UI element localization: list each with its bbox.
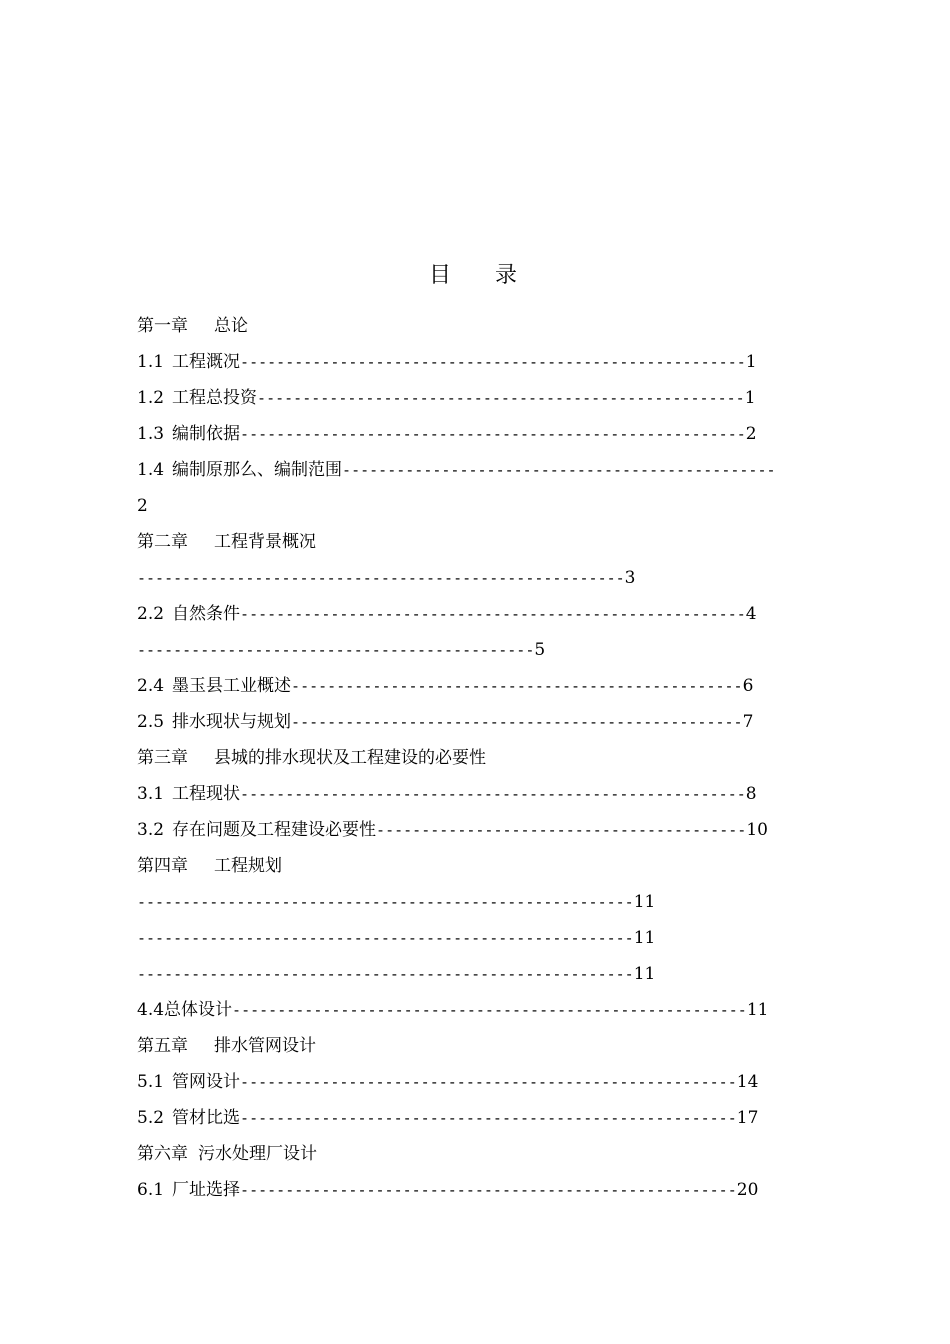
section-title: 自然条件 (172, 604, 241, 624)
toc-entry (137, 600, 827, 636)
toc-chapter-heading (137, 312, 827, 348)
toc-entry (137, 348, 827, 384)
chapter-title: 污水处理厂设计 (198, 1144, 317, 1164)
chapter-title: 工程背景概况 (214, 532, 316, 552)
toc-entry (137, 816, 827, 852)
dot-leader: ------------------------------------------------------ (257, 389, 745, 407)
page-number: 11 (633, 892, 656, 912)
page-number: 1 (745, 352, 757, 372)
page-number: 4 (745, 604, 757, 624)
section-title: 工程现状 (172, 784, 241, 804)
chapter-number: 第二章 (137, 532, 188, 552)
section-title: 厂址选择 (172, 1180, 241, 1200)
dot-leader: -------------------------------------------------- (291, 713, 743, 731)
toc-entry (137, 708, 827, 744)
section-number: 2.4 (137, 676, 165, 696)
toc-entry (137, 996, 827, 1032)
toc-entry-leader-only (137, 564, 827, 600)
dot-leader: ------------------------------------------------------- (240, 1181, 737, 1199)
section-number: 3.2 (137, 820, 165, 840)
dot-leader: ------------------------------------------------------- (137, 929, 634, 947)
wrapped-page-number: 2 (137, 496, 148, 516)
table-of-contents (137, 312, 827, 1212)
dot-leader: ------------------------------------------------------- (137, 965, 634, 983)
dot-leader: ------------------------------------------------------- (240, 1109, 737, 1127)
section-number: 2.5 (137, 712, 165, 732)
section-title: 管材比选 (172, 1108, 241, 1128)
chapter-number: 第六章 (137, 1144, 188, 1164)
section-number: 6.1 (137, 1180, 165, 1200)
toc-entry (137, 456, 827, 492)
chapter-number: 第一章 (137, 316, 188, 336)
section-title: 管网设计 (172, 1072, 241, 1092)
dot-leader: -------------------------------------------- (137, 641, 535, 659)
page-number: 5 (534, 640, 546, 660)
section-number: 1.1 (137, 352, 165, 372)
chapter-number: 第三章 (137, 748, 188, 768)
chapter-number: 第五章 (137, 1036, 188, 1056)
section-number: 1.4 (137, 460, 165, 480)
chapter-number: 第四章 (137, 856, 188, 876)
section-number: 2.2 (137, 604, 165, 624)
dot-leader: ------------------------------------------------------- (240, 1073, 737, 1091)
dot-leader: -------------------------------------------------------- (240, 785, 746, 803)
section-number: 1.3 (137, 424, 165, 444)
dot-leader: --------------------------------------------------------- (232, 1001, 747, 1019)
dot-leader: ------------------------------------------------ (342, 461, 776, 479)
page-number: 8 (745, 784, 757, 804)
toc-entry (137, 1104, 827, 1140)
page-number: 11 (746, 1000, 769, 1020)
chapter-title: 总论 (214, 316, 248, 336)
toc-chapter-heading (137, 1032, 827, 1068)
dot-leader: -------------------------------------------------------- (240, 605, 746, 623)
page-number: 11 (633, 928, 656, 948)
section-number: 5.1 (137, 1072, 165, 1092)
page-number: 6 (742, 676, 754, 696)
page-title: 目录 (428, 263, 561, 288)
page-number: 17 (736, 1108, 759, 1128)
chapter-title: 排水管网设计 (214, 1036, 316, 1056)
toc-entry-leader-only (137, 888, 827, 924)
dot-leader: ------------------------------------------------------- (137, 893, 634, 911)
page-number: 11 (633, 964, 656, 984)
page-number: 1 (744, 388, 756, 408)
dot-leader: ----------------------------------------- (376, 821, 747, 839)
toc-entry-leader-only (137, 924, 827, 960)
toc-entry (137, 672, 827, 708)
toc-chapter-heading (137, 744, 827, 780)
chapter-title: 工程规划 (214, 856, 282, 876)
chapter-title: 县城的排水现状及工程建设的必要性 (214, 748, 486, 768)
page-number: 14 (736, 1072, 759, 1092)
toc-chapter-heading (137, 528, 827, 564)
dot-leader: -------------------------------------------------- (291, 677, 743, 695)
dot-leader: -------------------------------------------------------- (240, 425, 746, 443)
section-number: 5.2 (137, 1108, 165, 1128)
toc-entry (137, 1068, 827, 1104)
section-title: 墨玉县工业概述 (172, 676, 292, 696)
section-title: 工程溉况 (172, 352, 241, 372)
toc-entry-leader-only (137, 960, 827, 996)
toc-entry (137, 1176, 827, 1212)
section-title: 排水现状与规划 (172, 712, 292, 732)
dot-leader: -------------------------------------------------------- (240, 353, 746, 371)
page-number: 7 (742, 712, 754, 732)
page-number: 10 (746, 820, 768, 840)
section-number: 3.1 (137, 784, 165, 804)
toc-chapter-heading (137, 852, 827, 888)
section-title: 总体设计 (164, 1000, 233, 1020)
dot-leader: ------------------------------------------------------ (137, 569, 625, 587)
section-title: 存在问题及工程建设必要性 (172, 820, 377, 840)
toc-chapter-heading (137, 1140, 827, 1176)
toc-entry (137, 420, 827, 456)
section-number: 4.4 (137, 1000, 165, 1020)
toc-entry (137, 780, 827, 816)
page-number: 20 (736, 1180, 759, 1200)
section-title: 编制依据 (172, 424, 241, 444)
toc-entry (137, 384, 827, 420)
section-title: 编制原那么、编制范围 (172, 460, 343, 480)
toc-entry-leader-only (137, 636, 827, 672)
section-number: 1.2 (137, 388, 165, 408)
section-title: 工程总投资 (172, 388, 258, 408)
page-number: 3 (624, 568, 636, 588)
page-number: 2 (745, 424, 757, 444)
